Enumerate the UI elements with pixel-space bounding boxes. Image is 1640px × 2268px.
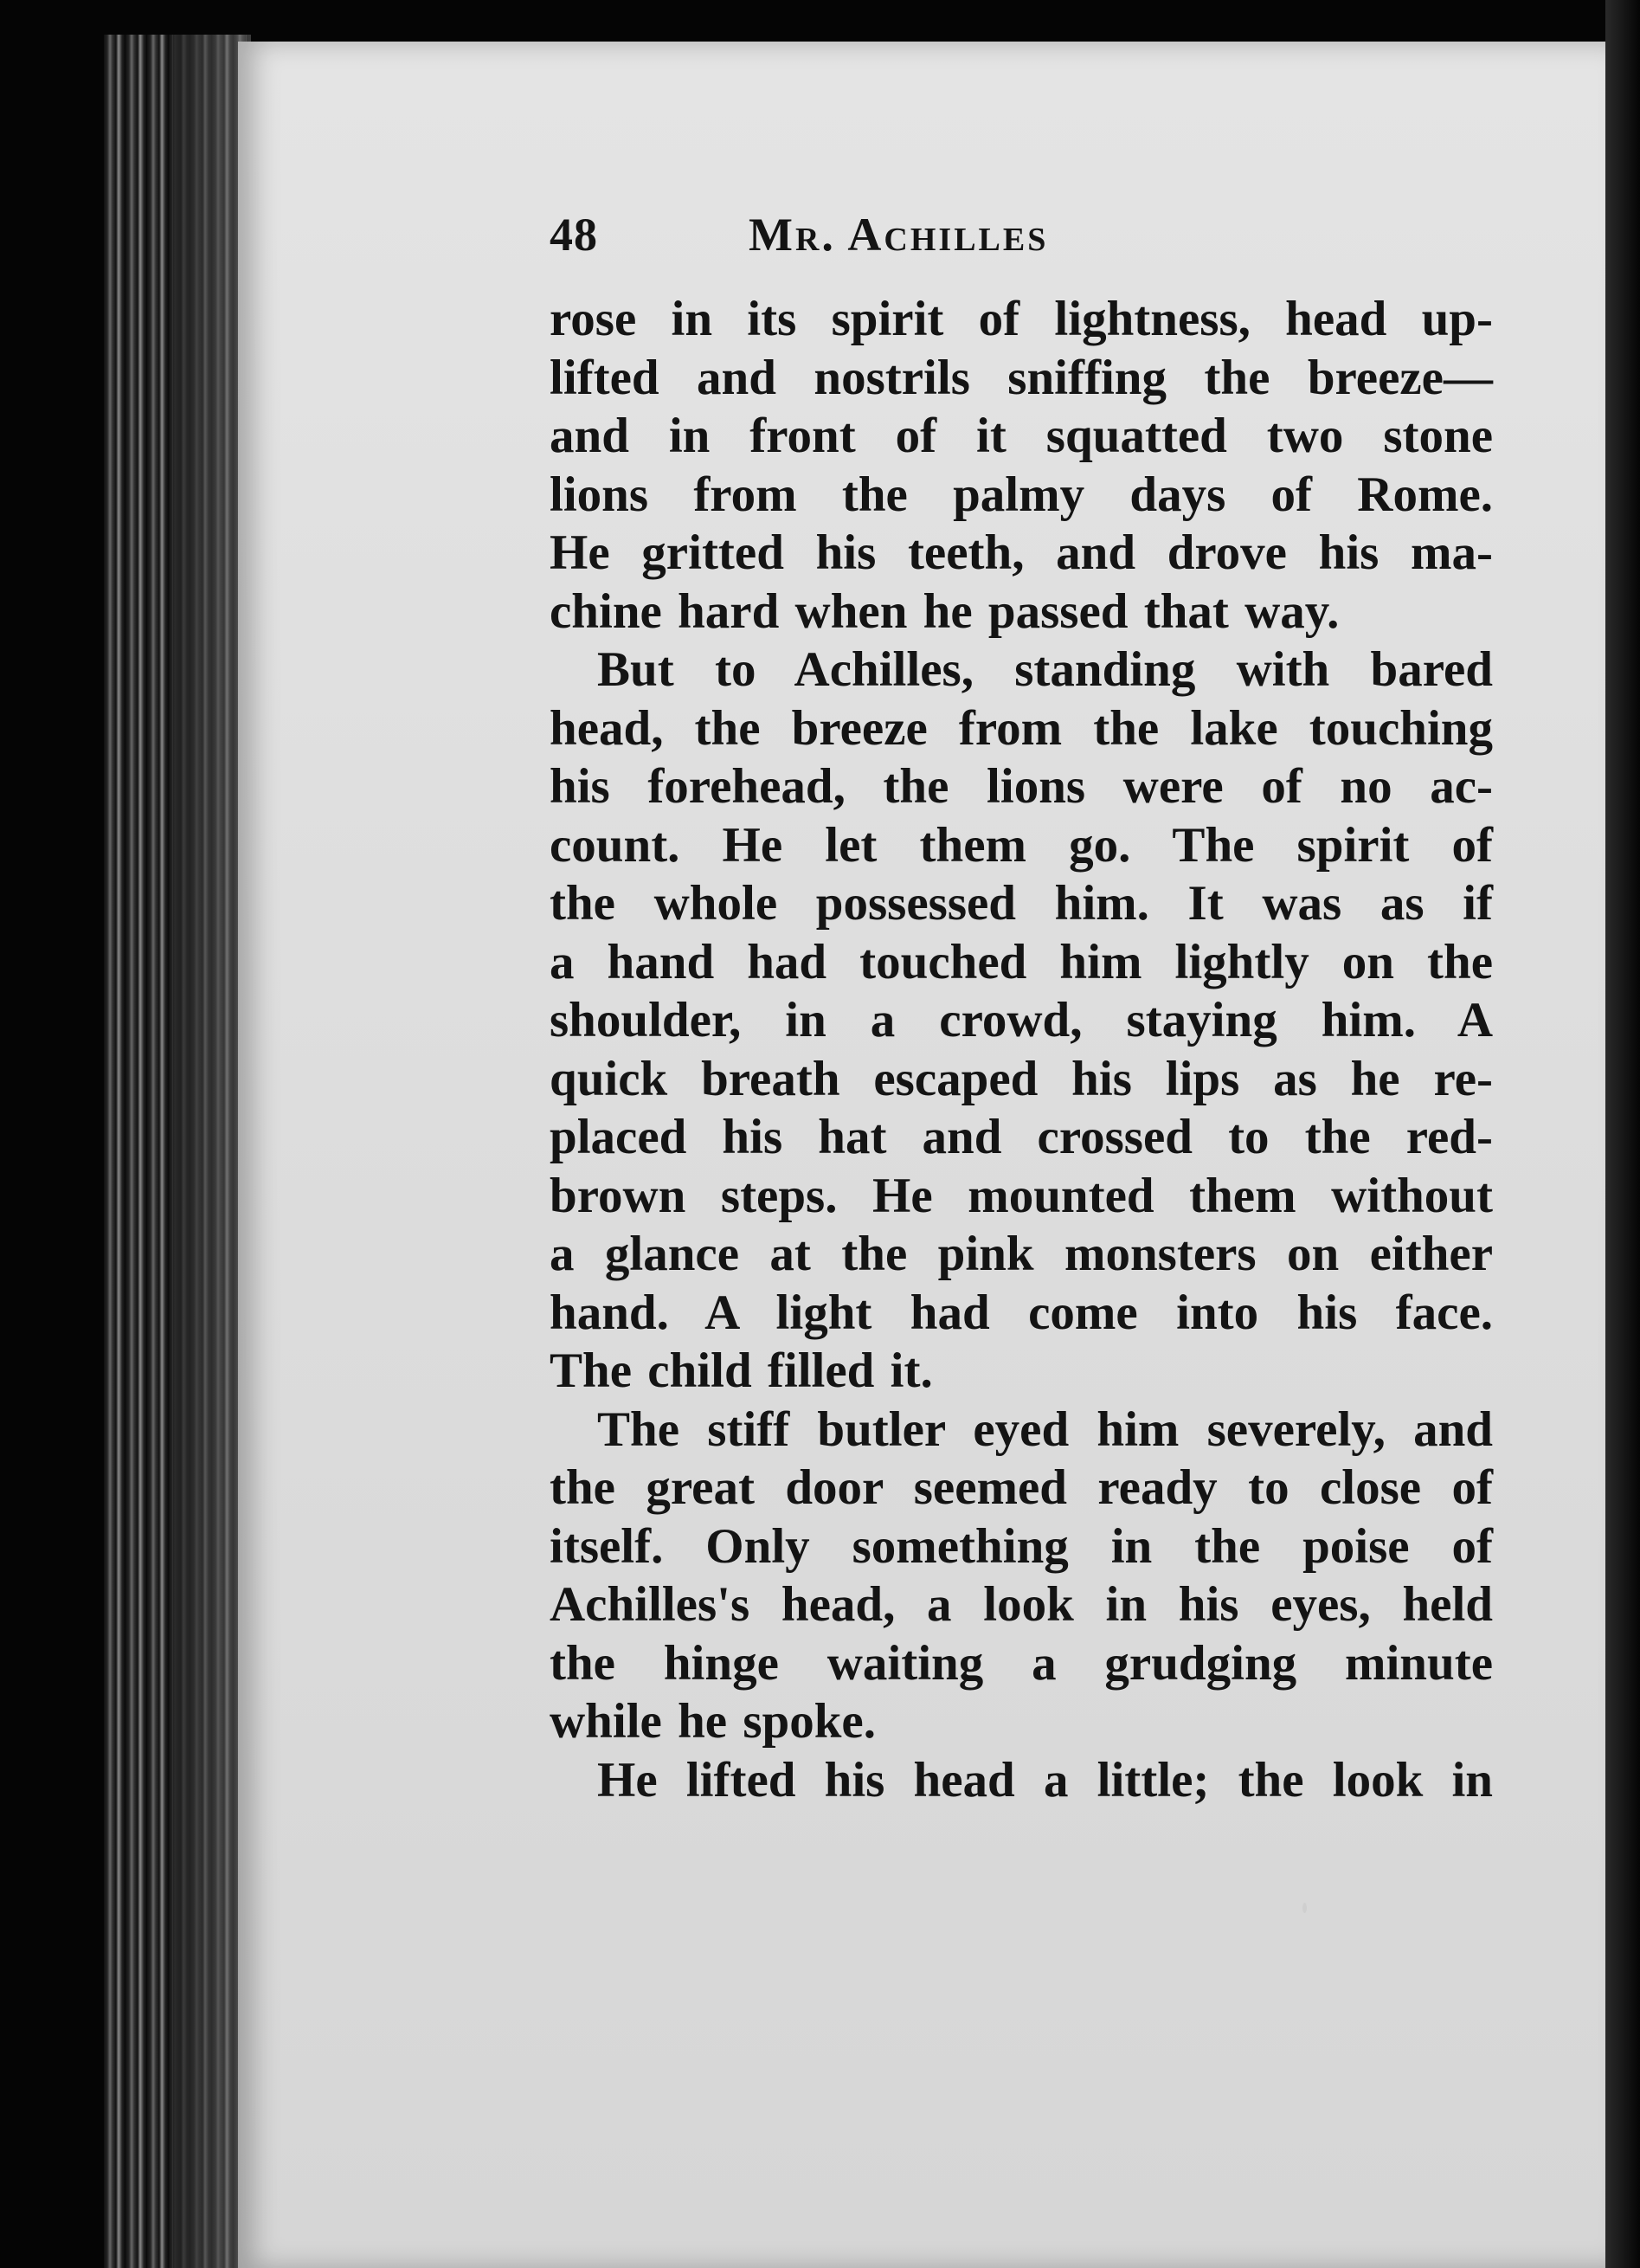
text-line: shoulder, in a crowd, staying him. A bbox=[550, 993, 1493, 1047]
page-number: 48 bbox=[550, 209, 598, 261]
text-line: head, the breeze from the lake touching bbox=[550, 700, 1493, 756]
paragraph bbox=[550, 641, 1493, 1401]
text-line: brown steps. He mounted them without bbox=[550, 1168, 1493, 1223]
text-line: But to Achilles, standing with bared bbox=[597, 642, 1493, 697]
text-line: while he spoke. bbox=[550, 1694, 876, 1749]
text-line: his forehead, the lions were of no ac- bbox=[550, 759, 1493, 814]
text-line: lifted and nostrils sniffing the breeze— bbox=[550, 350, 1493, 405]
text-line: lions from the palmy days of Rome. bbox=[550, 467, 1493, 522]
text-line: a glance at the pink monsters on either bbox=[550, 1227, 1493, 1281]
text-line: rose in its spirit of lightness, head up- bbox=[550, 292, 1493, 346]
paragraph bbox=[550, 1751, 1493, 1810]
running-head bbox=[550, 208, 1493, 290]
text-line: Achilles's head, a look in his eyes, held bbox=[550, 1577, 1493, 1632]
paragraph bbox=[550, 1401, 1493, 1751]
text-line: the hinge waiting a grudging minute bbox=[550, 1635, 1493, 1691]
text-line: itself. Only something in the poise of bbox=[550, 1518, 1493, 1574]
text-line: and in front of it squatted two stone bbox=[550, 409, 1493, 463]
text-line: The child filled it. bbox=[550, 1343, 933, 1398]
text-line: quick breath escaped his lips as he re- bbox=[550, 1051, 1493, 1106]
body-text bbox=[550, 290, 1493, 1809]
text-line: He lifted his head a little; the look in bbox=[597, 1752, 1493, 1807]
text-line: count. He let them go. The spirit of bbox=[550, 817, 1493, 873]
page-text-block bbox=[550, 208, 1493, 1809]
text-line: He gritted his teeth, and drove his ma- bbox=[550, 525, 1493, 580]
scan-border-right bbox=[1605, 0, 1640, 2268]
text-line: hand. A light had come into his face. bbox=[550, 1285, 1493, 1340]
paragraph bbox=[550, 290, 1493, 641]
running-title: Mr. Achilles bbox=[749, 209, 1049, 261]
text-line: the great door seemed ready to close of bbox=[550, 1460, 1493, 1515]
text-line: The stiff butler eyed him severely, and bbox=[597, 1401, 1493, 1457]
text-line: the whole possessed him. It was as if bbox=[550, 876, 1493, 931]
text-line: chine hard when he passed that way. bbox=[550, 583, 1340, 639]
text-line: placed his hat and crossed to the red- bbox=[550, 1110, 1493, 1164]
text-line: a hand had touched him lightly on the bbox=[550, 934, 1493, 989]
paper-speck bbox=[1302, 1903, 1307, 1913]
